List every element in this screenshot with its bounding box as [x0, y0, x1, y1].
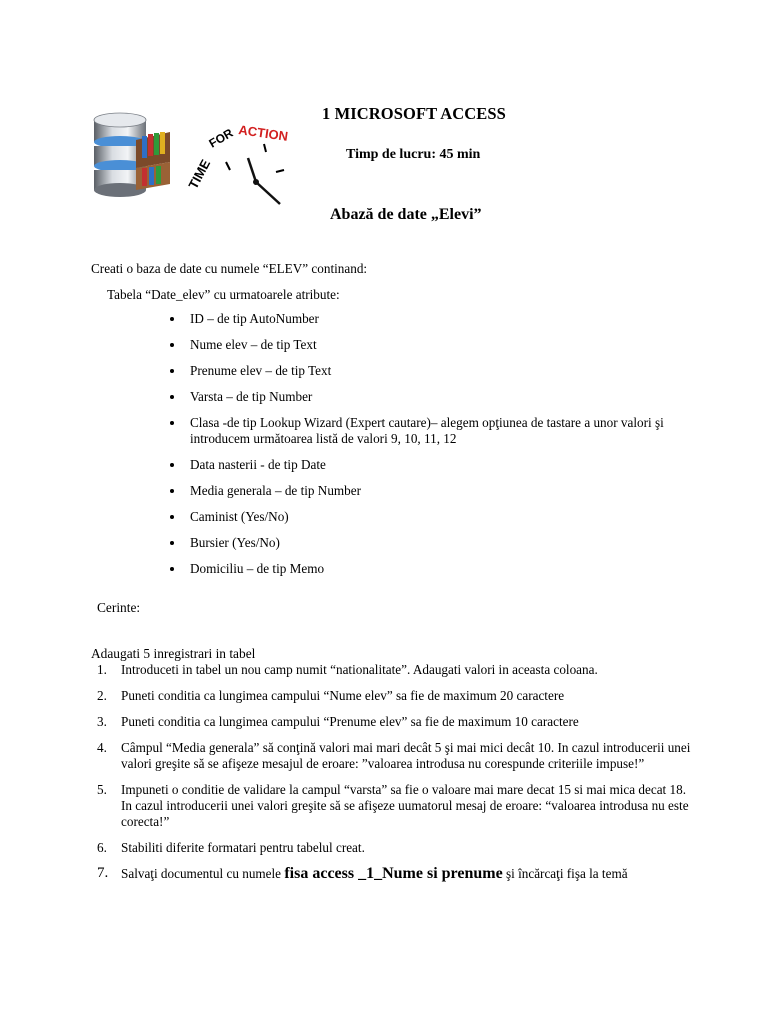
attribute-list [170, 311, 690, 587]
bullet-icon [170, 343, 174, 347]
list-item: Nume elev – de tip Text [170, 337, 690, 353]
list-item: 2. Puneti conditia ca lungimea campului “Nume elev” sa fie de maximum 20 caractere [97, 688, 565, 703]
bullet-icon [170, 395, 174, 399]
document-title: 1 MICROSOFT ACCESS [322, 104, 506, 123]
bullet-icon [170, 421, 174, 425]
bullet-icon [170, 317, 174, 321]
requirements-heading: Cerinte: [97, 600, 141, 615]
bullet-icon [170, 567, 174, 571]
list-item: Caminist (Yes/No) [170, 509, 690, 525]
database-title: Abază de date „Elevi” [330, 206, 482, 223]
svg-text:TIME: TIME [185, 156, 214, 192]
bullet-icon [170, 541, 174, 545]
intro-text: Creati o baza de date cu numele “ELEV” continand: [91, 261, 368, 276]
list-item: Clasa -de tip Lookup Wizard (Expert cautare)– alegem opţiunea de tastare a unor valori şi introducem următoarea listă de valori 9, 10, 11, 12 [170, 415, 690, 447]
list-item: 6. Stabiliti diferite formatari pentru tabelul creat. [97, 840, 365, 855]
svg-text:ACTION: ACTION [237, 122, 290, 144]
table-description: Tabela “Date_elev” cu urmatoarele atribute: [107, 287, 340, 302]
bullet-icon [170, 369, 174, 373]
time-label: Timp de lucru: 45 min [346, 147, 481, 162]
bullet-icon [170, 463, 174, 467]
task-list [91, 662, 691, 892]
list-item: Varsta – de tip Number [170, 389, 690, 405]
add-records-line: Adaugati 5 inregistrari in tabel [91, 646, 256, 661]
list-item: 3. Puneti conditia ca lungimea campului “Prenume elev” sa fie de maximum 10 caractere [97, 714, 579, 729]
list-item: 7. Salvaţi documentul cu numele fisa access _1_Nume si prenume şi încărcaţi fişa la temă [97, 865, 628, 882]
list-item: Bursier (Yes/No) [170, 535, 690, 551]
bullet-icon [170, 489, 174, 493]
bullet-icon [170, 515, 174, 519]
database-clock-icon [88, 110, 310, 210]
list-item: Data nasterii - de tip Date [170, 457, 690, 473]
list-item: 4. Câmpul “Media generala” să conţină valori mai mari decât 5 şi mai mici decât 10. In cazul introducerii unei valori greşite să se afişeze mesajul de eroare: ”valoarea introdusa nu corespunde criteriile impuse!” [97, 740, 691, 771]
list-item: Prenume elev – de tip Text [170, 363, 690, 379]
list-item: 5. Impuneti o conditie de validare la campul “varsta” sa fie o valoare mai mare decat 15 si mai mica decat 18. In cazul introducerii unei valori greşite să se afişeze uumatorul mesaj de eroare: “valoarea introdusa nu este corecta!” [97, 782, 689, 829]
list-item: Domiciliu – de tip Memo [170, 561, 690, 577]
file-name: fisa access _1_Nume si prenume [284, 865, 503, 882]
svg-text:FOR: FOR [206, 125, 236, 151]
list-item: ID – de tip AutoNumber [170, 311, 690, 327]
list-item: 1. Introduceti in tabel un nou camp numit “nationalitate”. Adaugati valori in aceasta coloana. [97, 662, 598, 677]
list-item: Media generala – de tip Number [170, 483, 690, 499]
